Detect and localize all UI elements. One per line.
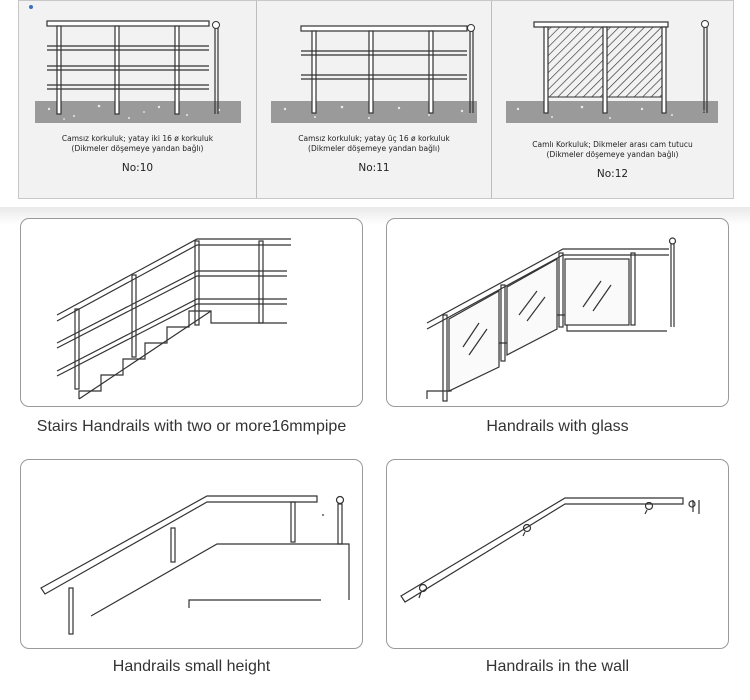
stairs-pipe-handrail-drawing bbox=[21, 219, 363, 407]
card-title-stairs-pipe: Stairs Handrails with two or more16mmpipe bbox=[36, 418, 347, 435]
panel-number: No:12 bbox=[596, 168, 629, 180]
card-small-height-handrail bbox=[20, 459, 363, 649]
wall-handrail-drawing bbox=[387, 460, 729, 649]
glass-handrail-drawing bbox=[387, 219, 729, 407]
panel-number: No:11 bbox=[358, 162, 390, 174]
catalog-strip bbox=[18, 0, 734, 199]
card-wall-handrail bbox=[386, 459, 729, 649]
catalog-panel-no12 bbox=[492, 1, 733, 198]
card-stairs-pipe-handrail bbox=[20, 218, 363, 407]
card-title-small-height: Handrails small height bbox=[112, 658, 271, 675]
panel-caption-line2: (Dikmeler döşemeye yandan bağlı) bbox=[308, 144, 440, 153]
panel-caption-line2: (Dikmeler döşemeye yandan bağlı) bbox=[71, 144, 204, 153]
card-title-glass: Handrails with glass bbox=[486, 418, 629, 435]
panel-caption-line1: Camsız korkuluk; yatay üç 16 ø korkuluk bbox=[298, 134, 450, 143]
panel-caption-line1: Camlı Korkuluk; Dikmeler arası cam tutucu bbox=[532, 140, 693, 149]
panel-number: No:10 bbox=[121, 162, 154, 174]
card-glass-handrail bbox=[386, 218, 729, 407]
catalog-panel-no11 bbox=[257, 1, 492, 198]
small-height-handrail-drawing bbox=[21, 460, 363, 649]
panel-caption-line2: (Dikmeler döşemeye yandan bağlı) bbox=[546, 150, 679, 159]
panel-caption-line1: Camsız korkuluk; yatay iki 16 ø korkuluk bbox=[61, 134, 214, 143]
catalog-panel-no10 bbox=[19, 1, 257, 198]
card-title-wall: Handrails in the wall bbox=[485, 658, 630, 675]
